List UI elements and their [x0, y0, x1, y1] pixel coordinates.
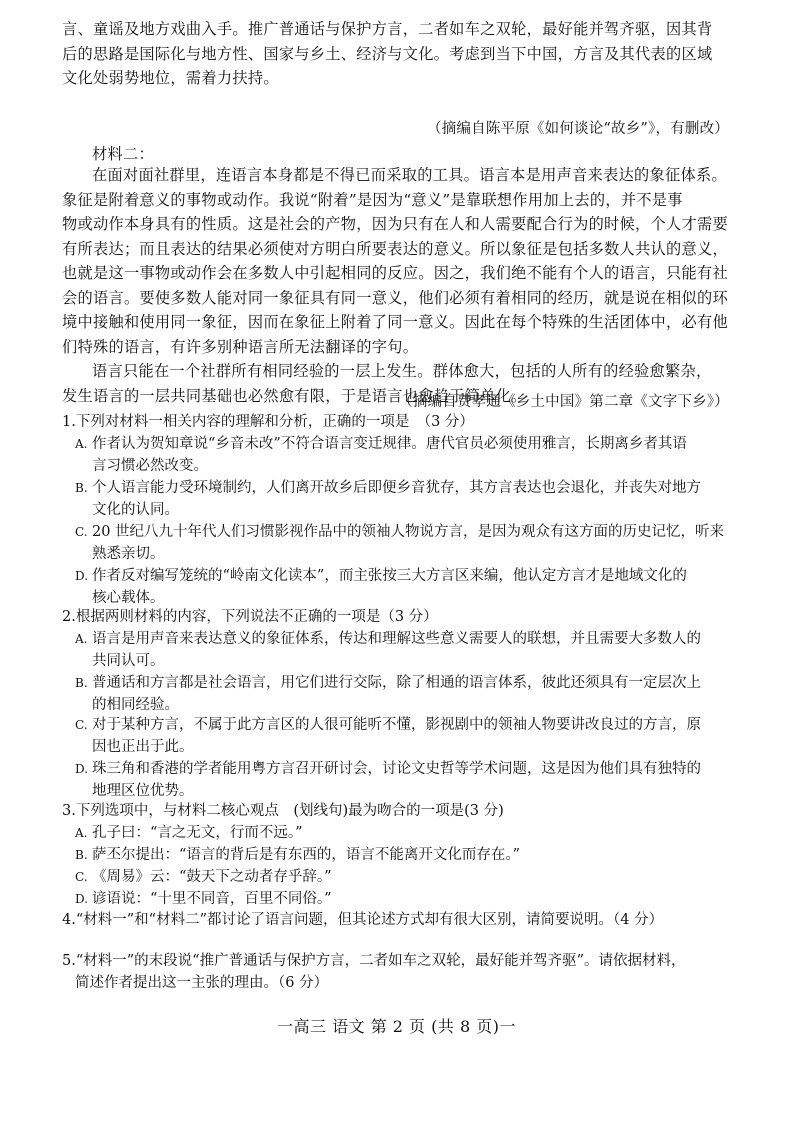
question-1-option-a[interactable]: A. 作者认为贺知章说“乡音未改”不符合语言变迁规律。唐代官员必须使用雅言，长期离乡者其语 言习惯必然改变。 — [75, 436, 687, 474]
question-2-option-a[interactable]: A. 语言是用声音来表达意义的象征体系，传达和理解这些意义需要人的联想，并且需要大多数人的 共同认可。 — [75, 631, 701, 669]
text-line: 物或动作本身具有的性质。这是社会的产物，因为只有在人和人需要配合行为的时候，个人才需要 — [62, 215, 728, 233]
question-1-option-d[interactable]: D. 作者反对编写笼统的“岭南文化读本”，而主张按三大方言区来编，他认定方言才是地域文化的 核心载体。 — [75, 568, 687, 606]
question-1-option-b[interactable]: B. 个人语言能力受环境制约，人们离开故乡后即便乡音犹存，其方言表达也会退化，并丧失对地方 文化的认同。 — [75, 480, 701, 518]
text-line: 后的思路是国际化与地方性、国家与乡土、经济与文化。考虑到当下中国，方言及其代表的区域 — [62, 44, 713, 63]
question-2-option-c[interactable]: C. 对于某种方言，不属于此方言区的人很可能听不懂，影视剧中的领袖人物要讲改良过的方言，原 因也正出于此。 — [75, 717, 701, 755]
question-5-stem: 5.“材料一”的末段说“推广普通话与保护方言，二者如车之双轮，最好能并驾齐驱”。请依据材料， — [62, 953, 686, 969]
text-line: 语言只能在一个社群所有相同经验的一层上发生。群体愈大，包括的人所有的经验愈繁杂， — [92, 362, 712, 380]
question-2-option-d[interactable]: D. 珠三角和香港的学者能用粤方言召开研讨会，讨论文史哲等学术问题，这是因为他们具有独特的 地理区位优势。 — [75, 761, 701, 799]
material2-source: （摘编自费孝通《乡土中国》第二章《文字下乡》） — [398, 394, 729, 410]
text-line: 言、童谣及地方戏曲入手。推广普通话与保护方言，二者如车之双轮，最好能并驾齐驱，因其背 — [62, 20, 713, 38]
text-line: 们特殊的语言，有许多别种语言所无法翻译的字句。 — [62, 337, 419, 356]
question-1-option-c[interactable]: C. 20 世纪八九十年代人们习惯影视作品中的领袖人物说方言，是因为观众有这方面的历史记忆，听来 熟悉亲切。 — [75, 524, 725, 562]
question-4-stem: 4.“材料一”和“材料二”都讨论了语言问题，但其论述方式却有很大区别，请简要说明。（4 分） — [62, 912, 664, 928]
material1-source: （摘编自陈平原《如何谈论“故乡”》，有删改） — [427, 121, 729, 137]
question-2-stem: 2.根据两则材料的内容，下列说法不正确的一项是（3 分） — [62, 609, 438, 625]
text-line: 境中接触和使用同一象征，因而在象征上附着了同一意义。因此在每个特殊的生活团体中，必有他 — [62, 313, 728, 331]
text-line: 有所表达；而且表达的结果必须使对方明白所要表达的意义。所以象征是包括多数人共认的意义， — [62, 239, 728, 258]
question-1-stem: 1.下列对材料一相关内容的理解和分析，正确的一项是 （3 分） — [62, 414, 474, 430]
material1-tail-paragraph — [62, 17, 744, 91]
text-line: 文化处弱势地位，需着力扶持。 — [62, 69, 279, 87]
question-3-option-c[interactable]: C. 《周易》云：“鼓天下之动者存乎辞。” — [75, 869, 332, 885]
question-3-stem: 3.下列选项中，与材料二核心观点 (划线句)最为吻合的一项是(3 分) — [62, 803, 504, 819]
question-2-option-b[interactable]: B. 普通话和方言都是社会语言，用它们进行交际，除了相通的语言体系，彼此还须具有一定层次上 的相同经验。 — [75, 675, 701, 713]
text-line: 象征是附着意义的事物或动作。我说“附着”是因为“意义”是靠联想作用加上去的，并不是事 — [62, 190, 683, 209]
question-3-option-b[interactable]: B. 萨丕尔提出：“语言的背后是有东西的，语言不能离开文化而存在。” — [75, 847, 521, 863]
text-line: 也就是这一事物或动作会在多数人中引起相同的反应。因之，我们绝不能有个人的语言，只能有社 — [62, 264, 728, 282]
question-3-option-a[interactable]: A. 孔子曰：“言之无文，行而不远。” — [75, 825, 303, 841]
text-line: 发生语言的一层共同基础也必然愈有限，于是语言也愈趋于简单化。 — [62, 386, 527, 405]
material2-paragraph-1 — [62, 163, 744, 359]
page-footer: 一高三 语文 第 2 页 (共 8 页)一 — [277, 1017, 516, 1036]
text-line: 会的语言。要使多数人能对同一象征具有同一意义，他们必须有着相同的经历，就是说在相似的环 — [62, 288, 728, 307]
question-3-option-d[interactable]: D. 谚语说：“十里不同音，百里不同俗。” — [75, 891, 332, 907]
material2-heading: 材料二： — [92, 145, 154, 163]
text-line: 在面对面社群里，连语言本身都是不得已而采取的工具。语言本是用声音来表达的象征体系。 — [92, 166, 727, 184]
question-5-stem-continued: 简述作者提出这一主张的理由。（6 分） — [75, 975, 329, 991]
